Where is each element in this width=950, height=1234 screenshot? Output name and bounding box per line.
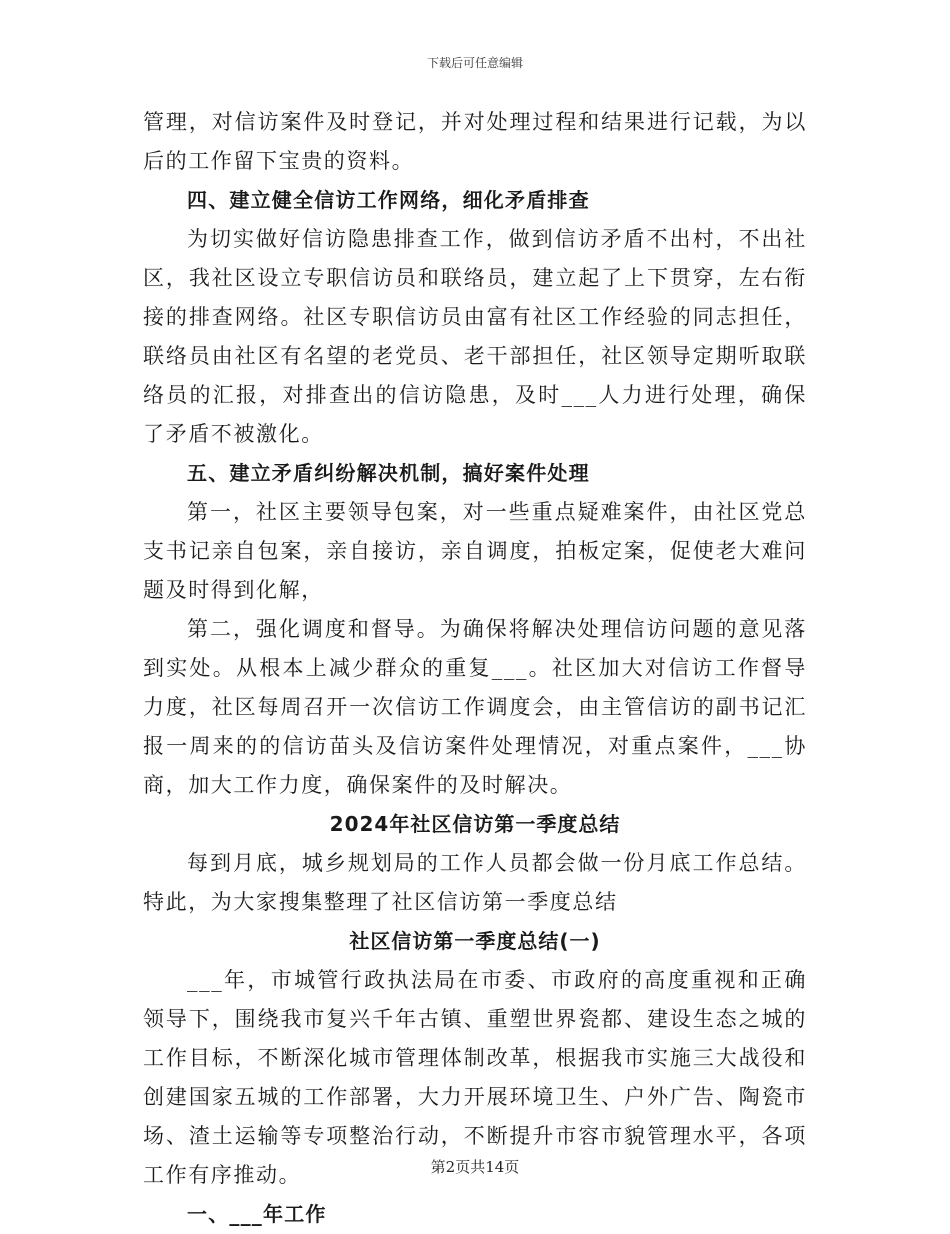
document-body	[143, 103, 807, 1234]
section-heading-4: 四、建立健全信访工作网络，细化矛盾排查	[187, 188, 590, 212]
section-heading-5: 五、建立矛盾纠纷解决机制，搞好案件处理	[187, 461, 590, 485]
paragraph-intro: 每到月底，城乡规划局的工作人员都会做一份月底工作总结。特此，为大家搜集整理了社区信访第一季度总结	[143, 851, 807, 914]
paragraph-year: ___年，市城管行政执法局在市委、市政府的高度重视和正确领导下，围绕我市复兴千年古镇、重塑世界瓷都、建设生态之城的工作目标，不断深化城市管理体制改革，根据我市实施三大战役和创建国家五城的工作部署，大力开展环境卫生、户外广告、陶瓷市场、渣土运输等专项整治行动，不断提升市容市貌管理水平，各项工作有序推动。	[143, 968, 807, 1187]
document-title: 2024年社区信访第一季度总结	[329, 812, 621, 836]
subtitle-part-one: 社区信访第一季度总结(一)	[349, 929, 601, 953]
section-heading-1: 一、___年工作	[187, 1202, 327, 1226]
paragraph-first: 第一，社区主要领导包案，对一些重点疑难案件，由社区党总支书记亲自包案，亲自接访，亲自调度，拍板定案，促使老大难问题及时得到化解，	[143, 500, 807, 602]
header-note: 下载后可任意编辑	[426, 56, 523, 70]
paragraph-network: 为切实做好信访隐患排查工作，做到信访矛盾不出村，不出社区，我社区设立专职信访员和联络员，建立起了上下贯穿，左右衔接的排查网络。社区专职信访员由富有社区工作经验的同志担任，联络员由社区有名望的老党员、老干部担任，社区领导定期听取联络员的汇报，对排查出的信访隐患，及时___人力进行处理，确保了矛盾不被激化。	[143, 227, 807, 446]
paragraph-second: 第二，强化调度和督导。为确保将解决处理信访问题的意见落到实处。从根本上减少群众的重复___。社区加大对信访工作督导力度，社区每周召开一次信访工作调度会，由主管信访的副书记汇报一周来的的信访苗头及信访案件处理情况，对重点案件，___协商，加大工作力度，确保案件的及时解决。	[143, 617, 807, 797]
paragraph-continuation: 管理，对信访案件及时登记，并对处理过程和结果进行记载，为以后的工作留下宝贵的资料。	[143, 110, 807, 173]
page-number: 第2页共14页	[430, 1158, 520, 1176]
